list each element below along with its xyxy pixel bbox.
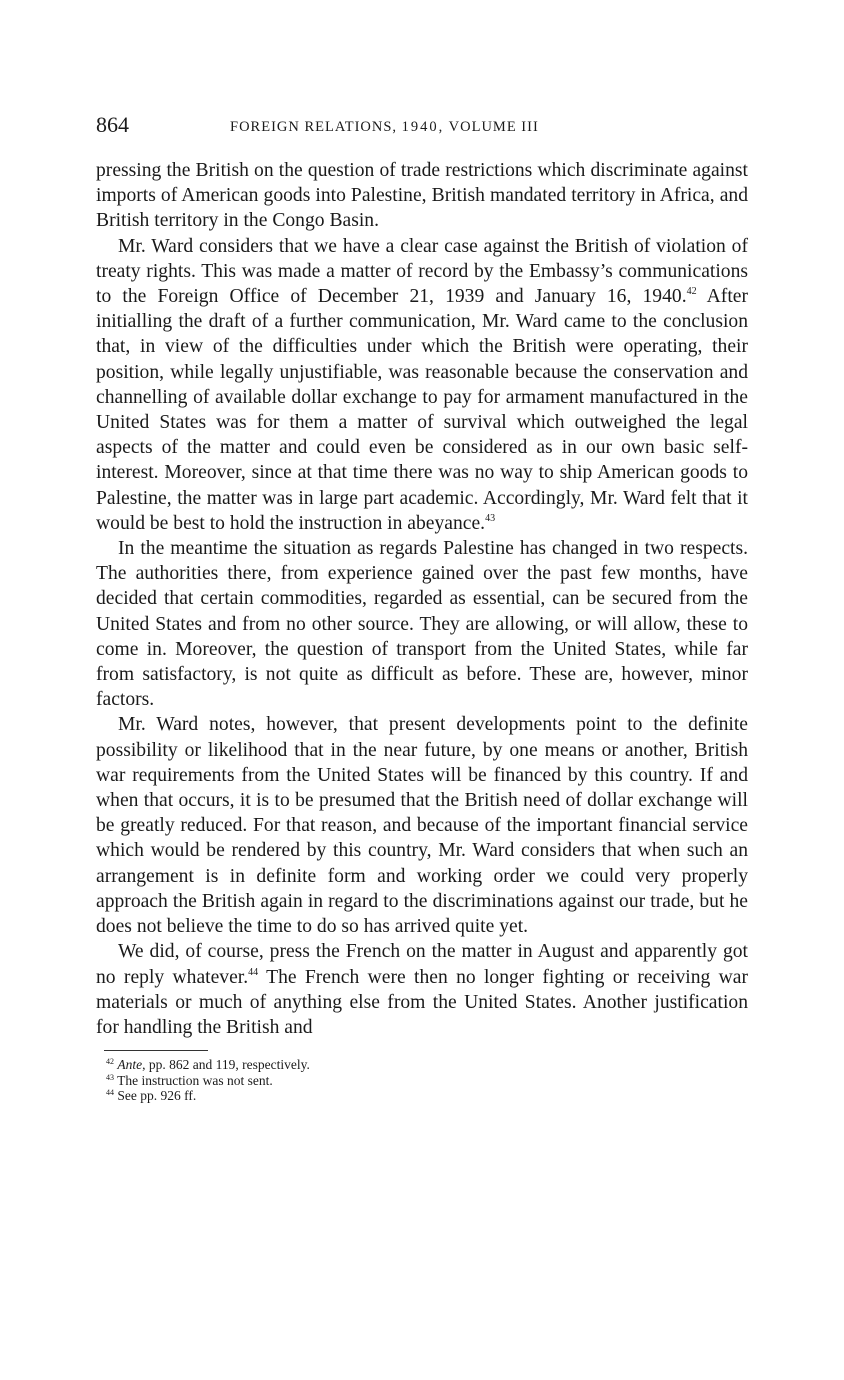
running-head — [230, 118, 539, 136]
footnote-ref-42: 42 — [686, 286, 697, 298]
running-head-year: 1940, — [401, 119, 445, 135]
paragraph-4: Mr. Ward notes, however, that present developments point to the definite possibility or likelihood that in the near future, by one means or another, British war requirements from the United States will be financed by this country. If and when that occurs, it is to be presumed that the British need of dollar exchange will be greatly reduced. For that reason, and because of the important financial service which would be rendered by this country, Mr. Ward considers that when such an arrangement is in definite form and working order we could very properly approach the British again in regard to the discriminations against our trade, but he does not believe the time to do so has arrived quite yet. — [96, 714, 748, 938]
footnote-text: , pp. 862 and 119, respectively. — [142, 1057, 310, 1073]
footnote-ref-43: 43 — [485, 512, 496, 524]
document-page — [96, 112, 748, 1104]
paragraph-5-part-a: We did, of course, press the French on the matter in August and apparently got no reply whatever. — [96, 941, 748, 988]
footnote-italic: Ante — [117, 1057, 143, 1073]
paragraph-2 — [96, 234, 748, 536]
paragraph-2-part-b: After initialling the draft of a further communication, Mr. Ward came to the conclusion that, in view of the difficulties under which the British were operating, their position, while legally unjustifiable, was reasonable because the conservation and channelling of available dollar exchange to pay for armament manufactured in the United States was for them a matter of survival which outweighed the legal aspects of the matter and could even be considered as in our own basic self-interest. Moreover, since at that time there was no way to ship American goods to Palestine, the matter was in large part academic. Accordingly, Mr. Ward felt that it would be best to hold the instruction in abeyance. — [96, 286, 748, 534]
paragraph-1: pressing the British on the question of trade restrictions which discriminate against imports of American goods into Palestine, British mandated territory in Africa, and British territory in the Congo Basin. — [96, 160, 748, 232]
paragraph-5-part-b: The French were then no longer fighting or receiving war materials or much of anything else from the United States. Another justification for handling the British and — [96, 966, 748, 1038]
running-head-title: FOREIGN RELATIONS, — [230, 119, 398, 135]
page-number: 864 — [96, 112, 129, 137]
footnote-text: The instruction was not sent. — [117, 1072, 273, 1088]
page-header — [96, 112, 748, 144]
footnote-number: 43 — [106, 1072, 114, 1082]
footnotes — [96, 1057, 748, 1104]
footnote-ref-44: 44 — [248, 966, 259, 978]
footnote-42 — [106, 1057, 748, 1073]
footnote-44 — [106, 1088, 748, 1104]
paragraph-3: In the meantime the situation as regards Palestine has changed in two respects. The authorities there, from experience gained over the past few months, have decided that certain commodities, regarded as essential, can be secured from the United States and from no other source. They are allowing, or will allow, these to come in. Moreover, the question of transport from the United States, while far from satisfactory, is not quite as difficult as before. These are, however, minor factors. — [96, 538, 748, 711]
footnote-divider — [104, 1050, 208, 1051]
paragraph-5 — [96, 939, 748, 1040]
footnote-number: 44 — [106, 1088, 114, 1098]
running-head-volume: VOLUME III — [448, 119, 539, 135]
paragraph-2-part-a: Mr. Ward considers that we have a clear case against the British of violation of treaty rights. This was made a matter of record by the Embassy’s communications to the Foreign Office of December 21, 1939 and January 16, 1940. — [96, 235, 748, 308]
body-text — [96, 158, 748, 1040]
footnote-text: See pp. 926 ff. — [117, 1088, 197, 1104]
footnote-number: 42 — [106, 1057, 114, 1067]
footnote-43 — [106, 1073, 748, 1089]
